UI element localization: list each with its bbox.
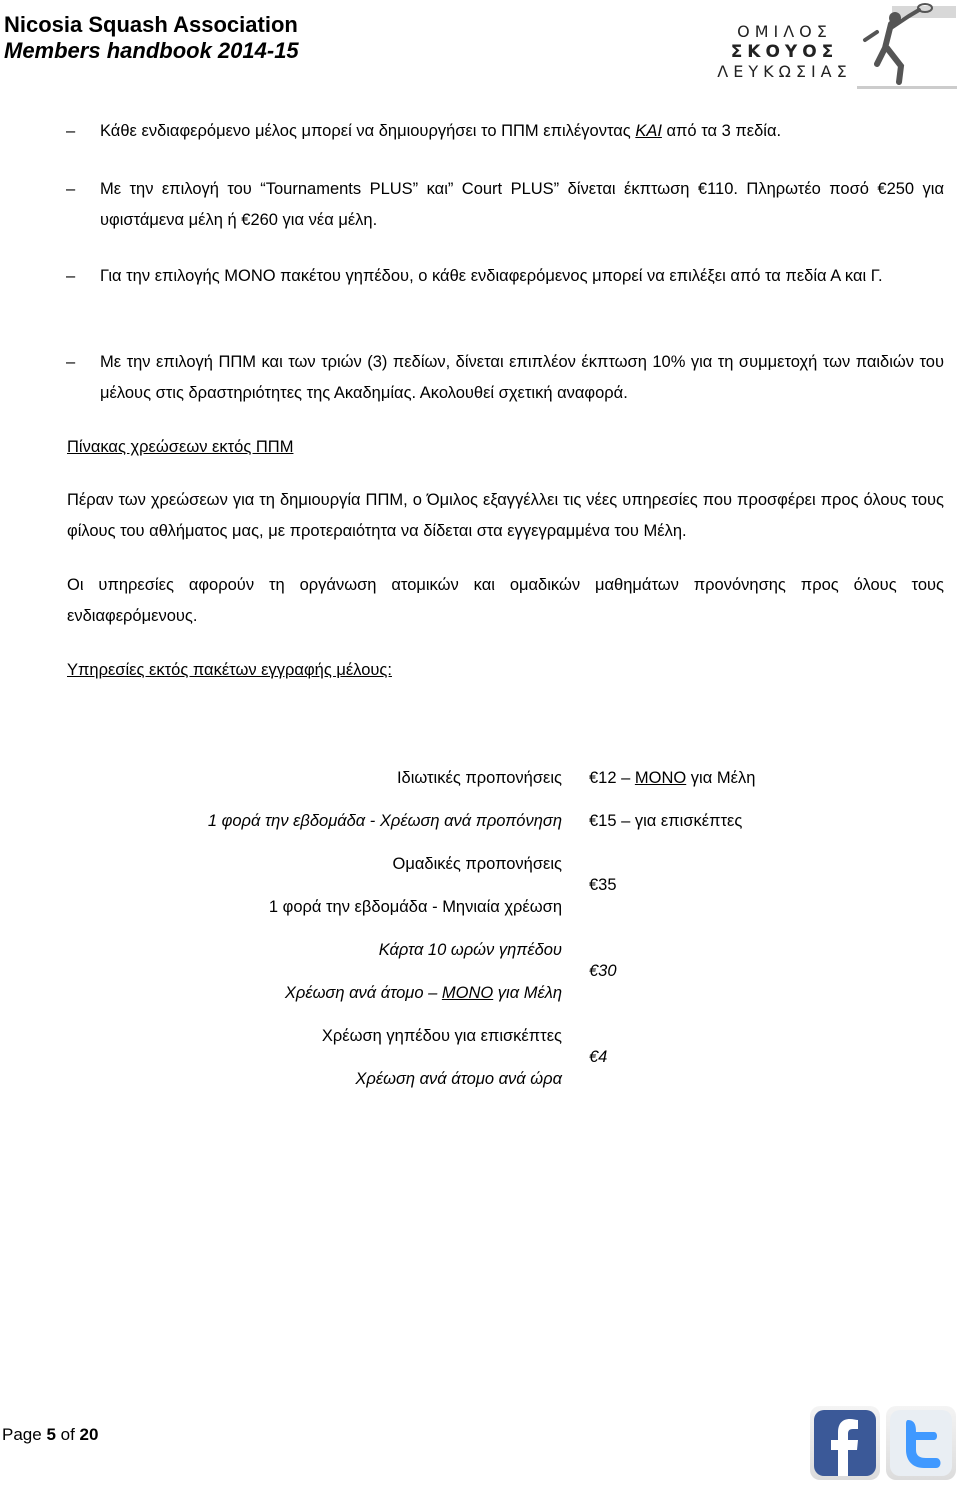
document-title: Nicosia Squash Association (4, 12, 298, 37)
service-label: Χρέωση γηπέδου για επισκέπτες (321, 1027, 562, 1045)
service-price: €30 (589, 962, 617, 980)
detail-part: για Μέλη (493, 984, 562, 1002)
service-detail (285, 983, 562, 1003)
page-of: of (55, 1425, 80, 1444)
logo-line-1: ΟΜΙΛΟΣ (737, 22, 832, 41)
bullet-dash: – (66, 122, 76, 140)
page-number (2, 1425, 98, 1445)
service-price: €15 – για επισκέπτες (589, 812, 743, 830)
service-detail: 1 φορά την εβδομάδα - Μηνιαία χρέωση (268, 898, 562, 916)
emphasis-text: ΚΑΙ (635, 122, 662, 140)
service-detail: Χρέωση ανά άτομο ανά ώρα (355, 1070, 562, 1088)
service-label: Κάρτα 10 ωρών γηπέδου (378, 941, 562, 959)
bullet-item (66, 174, 944, 236)
bullet-dash: – (66, 267, 76, 285)
service-label: Ιδιωτικές προπονήσεις (396, 769, 562, 787)
price-rest: για Μέλη (686, 769, 756, 787)
section-heading: Πίνακας χρεώσεων εκτός ΠΠΜ (67, 438, 294, 456)
facebook-icon (810, 1406, 880, 1480)
bullet-item (66, 261, 944, 292)
bullet-item (66, 347, 944, 409)
total-pages: 20 (79, 1425, 99, 1444)
bullet-text: Για την επιλογής ΜΟΝΟ πακέτου γηπέδου, ο κάθε ενδιαφερόμενος μπορεί να επιλέξει από τα πεδία Α και Γ. (100, 267, 883, 285)
bullet-text-part: Κάθε ενδιαφερόμενο μέλος μπορεί να δημιουργήσει το ΠΠΜ επιλέγοντας (100, 122, 636, 140)
detail-emphasis: ΜΟΝΟ (441, 984, 494, 1002)
bullet-text-part: από τα 3 πεδία. (661, 122, 782, 140)
bullet-dash: – (66, 180, 76, 198)
logo-line-2: ΣΚΟΥΟΣ (730, 42, 839, 62)
detail-part: Χρέωση ανά άτομο – (284, 984, 442, 1002)
logo-line-3: ΛΕΥΚΩΣΙΑΣ (717, 62, 852, 81)
bullet-item (66, 116, 944, 147)
bullet-text: Με την επιλογή του “Tournaments PLUS” και” Court PLUS” δίνεται έκπτωση €110. Πληρωτέο ποσό €250 για υφιστάμενα μέλη ή €260 για νέα μέλη. (100, 180, 944, 229)
service-detail: 1 φορά την εβδομάδα - Χρέωση ανά προπόνηση (207, 812, 562, 830)
twitter-icon (886, 1406, 956, 1480)
service-label: Ομαδικές προπονήσεις (392, 855, 562, 873)
bullet-text (100, 116, 944, 147)
service-price (589, 768, 755, 788)
section-heading: Υπηρεσίες εκτός πακέτων εγγραφής μέλους: (67, 661, 392, 679)
paragraph: Οι υπηρεσίες αφορούν τη οργάνωση ατομικών και ομαδικών μαθημάτων προνόνησης προς όλους τους ενδιαφερόμενους. (67, 576, 944, 625)
price-amount: €12 – (589, 769, 635, 787)
page-prefix: Page (2, 1425, 47, 1444)
bullet-text: Με την επιλογή ΠΠΜ και των τριών (3) πεδίων, δίνεται επιπλέον έκπτωση 10% για τη συμμετοχή των παιδιών του μέλους στις δραστηριότητες της Ακαδημίας. Ακολουθεί σχετική αναφορά. (100, 353, 944, 402)
service-price: €4 (589, 1048, 608, 1066)
document-subtitle: Members handbook 2014-15 (4, 38, 299, 63)
facebook-button[interactable] (810, 1406, 880, 1480)
twitter-button[interactable] (886, 1406, 956, 1480)
paragraph: Πέραν των χρεώσεων για τη δημιουργία ΠΠΜ, ο Όμιλος εξαγγέλλει τις νέες υπηρεσίες που προσφέρει προς όλους τους φίλους του αθλήματος μας, με προτεραιότητα να δίδεται στα εγγεγραμμένα του Μέλη. (67, 491, 944, 540)
price-emphasis: ΜΟΝΟ (634, 769, 687, 787)
bullet-dash: – (66, 353, 76, 371)
service-price: €35 (589, 876, 617, 894)
club-logo (712, 2, 958, 92)
squash-player-icon (857, 2, 957, 92)
current-page: 5 (46, 1425, 56, 1444)
